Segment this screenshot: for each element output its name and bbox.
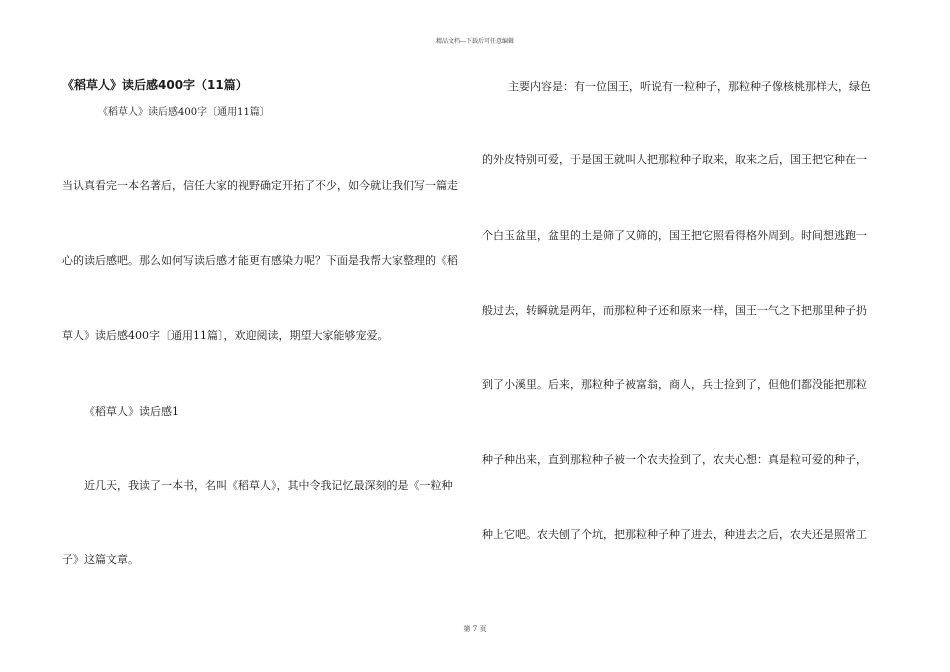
body-paragraph-line: 般过去，转瞬就是两年，而那粒种子还和原来一样，国王一气之下把那里种子扔 bbox=[482, 304, 867, 317]
body-paragraph-line: 种上它吧。农夫刨了个坑，把那粒种子种了进去，种进去之后，农夫还是照常工 bbox=[482, 528, 867, 541]
body-paragraph-line: 种子种出来，直到那粒种子被一个农夫捡到了，农夫心想：真是粒可爱的种子， bbox=[482, 453, 867, 466]
body-paragraph-line: 到了小溪里。后来，那粒种子被富翁，商人，兵士捡到了，但他们都没能把那粒 bbox=[482, 378, 867, 391]
page-number: 第 7 页 bbox=[463, 625, 487, 633]
body-paragraph-line: 的外皮特别可爱，于是国王就叫人把那粒种子取来，取来之后，国王把它种在一 bbox=[482, 153, 867, 166]
body-paragraph-line: 子》这篇文章。 bbox=[62, 553, 139, 566]
document-subtitle: 《稻草人》读后感400字〔通用11篇〕 bbox=[98, 107, 270, 118]
document-header-note: 精品文档---下载后可任意编辑 bbox=[435, 38, 515, 45]
intro-paragraph-line: 心的读后感吧。那么如何写读后感才能更有感染力呢？下面是我帮大家整理的《稻 bbox=[62, 254, 458, 267]
body-paragraph-line: 个白玉盆里，盆里的土是筛了又筛的，国王把它照看得格外周到。时间想逃跑一 bbox=[482, 229, 867, 242]
document-title: 《稻草人》读后感400字（11篇） bbox=[62, 78, 248, 92]
intro-paragraph-line: 草人》读后感400字〔通用11篇〕，欢迎阅读，期望大家能够宠爱。 bbox=[62, 329, 389, 342]
body-paragraph-line: 近几天，我读了一本书，名叫《稻草人》，其中令我记忆最深刻的是《一粒种 bbox=[84, 479, 453, 492]
body-paragraph-line: 主要内容是：有一位国王，听说有一粒种子，那粒种子像核桃那样大，绿色 bbox=[508, 80, 871, 93]
section-heading: 《稻草人》读后感1 bbox=[84, 405, 179, 418]
intro-paragraph-line: 当认真看完一本名著后，信任大家的视野确定开拓了不少，如今就让我们写一篇走 bbox=[62, 179, 458, 192]
